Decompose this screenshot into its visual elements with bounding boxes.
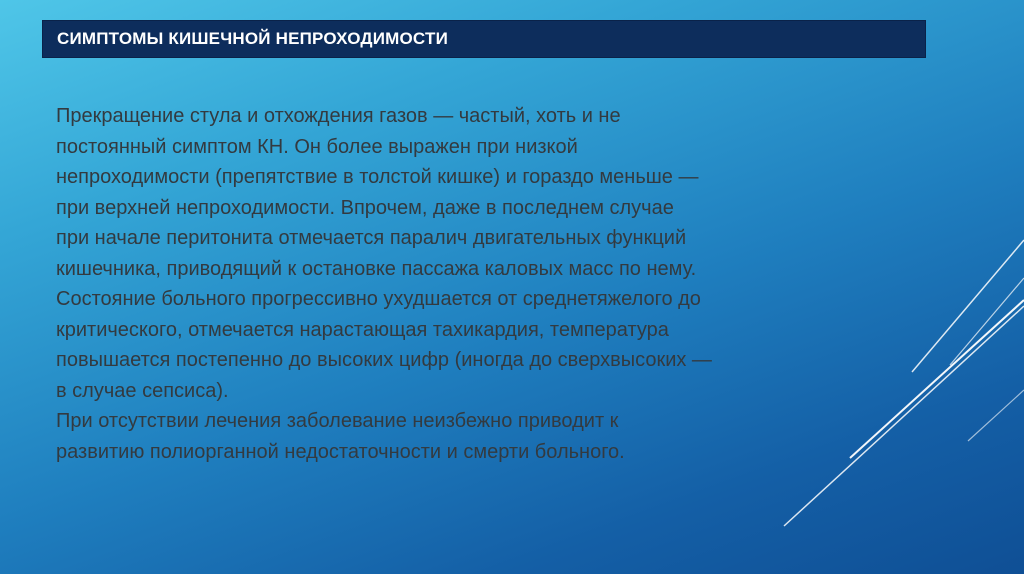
body-line: развитию полиорганной недостаточности и смерти больного. bbox=[56, 440, 625, 463]
body-line: Прекращение стула и отхождения газов — частый, хоть и не bbox=[56, 105, 621, 127]
decor-line-2 bbox=[950, 278, 1024, 365]
body-line: постоянный симптом КН. Он более выражен при низкой bbox=[56, 135, 578, 158]
body-line: кишечника, приводящий к остановке пассажа каловых масс по нему. bbox=[56, 257, 697, 280]
body-line: Состояние больного прогрессивно ухудшается от среднетяжелого до bbox=[56, 288, 701, 310]
body-line: при верхней непроходимости. Впрочем, даже в последнем случае bbox=[56, 196, 674, 219]
body-line: При отсутствии лечения заболевание неизбежно приводит к bbox=[56, 410, 619, 432]
body-line: при начале перитонита отмечается паралич двигательных функций bbox=[56, 227, 687, 249]
body-line: непроходимости (препятствие в толстой кишке) и гораздо меньше — bbox=[56, 166, 699, 188]
body-line: в случае сепсиса). bbox=[56, 379, 229, 402]
body-line: повышается постепенно до высоких цифр (иногда до сверхвысоких — bbox=[56, 349, 712, 371]
slide-title-bar bbox=[42, 20, 926, 58]
decor-line-1 bbox=[912, 240, 1024, 372]
decor-line-5 bbox=[968, 390, 1024, 441]
body-line: критического, отмечается нарастающая тахикардия, температура bbox=[56, 318, 669, 341]
slide-title: СИМПТОМЫ КИШЕЧНОЙ НЕПРОХОДИМОСТИ bbox=[57, 29, 448, 48]
slide-body-text bbox=[56, 101, 916, 467]
